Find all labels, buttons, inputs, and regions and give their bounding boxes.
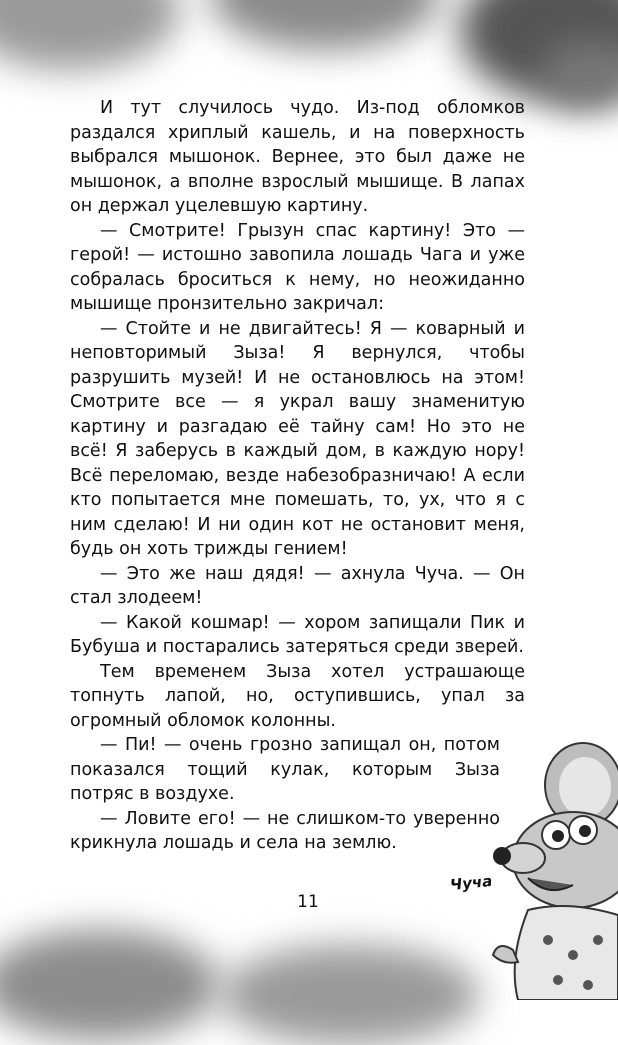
story-text	[70, 96, 525, 856]
paragraph-6: Тем временем Зыза хотел устрашающе топнуть лапой, но, оступившись, упал за огромный обломок колонны.	[70, 661, 525, 731]
page-number: 11	[297, 892, 319, 912]
top-smudge-left	[0, 0, 180, 70]
paragraph-3: — Стойте и не двигайтесь! Я — коварный и неповторимый Зыза! Я вернулся, чтобы разрушить музей! И не остановлюсь на этом! Смотрите все — я украл вашу знаменитую картину и разгадаю её тайну сам! Но это не всё! Я заберусь в каждый дом, в каждую нору! Всё переломаю, везде набезобразничаю! А если кто попытается мне помешать, то, ух, что я с ним сделаю! И ни один кот не остановит меня, будь он хоть трижды гением!	[70, 318, 525, 559]
paragraph-4: — Это же наш дядя! — ахнула Чуча. — Он стал злодеем!	[70, 563, 525, 608]
paragraph-7: — Пи! — очень грозно запищал он, потом показался тощий кулак, которым Зыза потряс в воздухе.	[70, 735, 500, 804]
top-smudge-center	[210, 0, 440, 50]
bottom-smudge-left	[0, 930, 220, 1040]
mouse-character-icon	[488, 740, 618, 1000]
character-label: Чуча	[449, 871, 494, 895]
paragraph-2: — Смотрите! Грызун спас картину! Это — герой! — истошно завопила лошадь Чага и уже собралась броситься к нему, но неожиданно мышище пронзительно закричал:	[70, 220, 525, 314]
bottom-smudge-center	[220, 945, 480, 1045]
paragraph-1: И тут случилось чудо. Из-под обломков раздался хриплый кашель, и на поверхность выбрался мышонок. Вернее, это был даже не мышонок, а вполне взрослый мышище. В лапах он держал уцелевшую картину.	[70, 98, 525, 216]
paragraph-5: — Какой кошмар! — хором запищали Пик и Бубуша и постарались затеряться среди зверей.	[70, 612, 525, 657]
paragraph-8: — Ловите его! — не слишком-то уверенно крикнула лошадь и села на землю.	[70, 808, 500, 853]
